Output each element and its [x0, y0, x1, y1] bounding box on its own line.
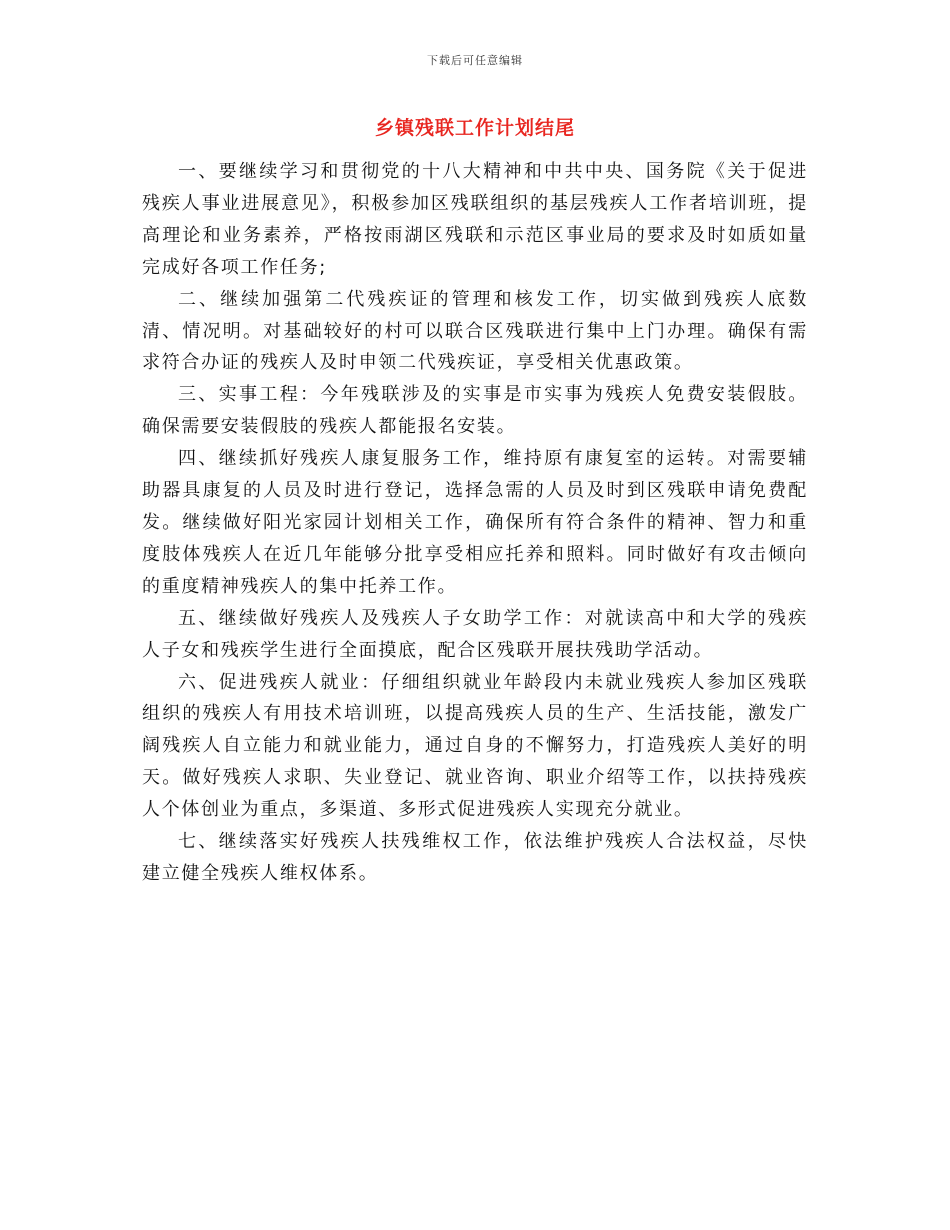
paragraph-3: 三、实事工程：今年残联涉及的实事是市实事为残疾人免费安装假肢。确保需要安装假肢的残疾人都能报名安装。 [142, 384, 808, 438]
paragraph-6: 六、促进残疾人就业：仔细组织就业年龄段内未就业残疾人参加区残联组织的残疾人有用技术培训班，以提高残疾人员的生产、生活技能，激发广阔残疾人自立能力和就业能力，通过自身的不懈努力，打造残疾人美好的明天。做好残疾人求职、失业登记、就业咨询、职业介绍等工作，以扶持残疾人个体创业为重点，多渠道、多形式促进残疾人实现充分就业。 [142, 671, 808, 821]
document-body [142, 156, 808, 890]
paragraph-2: 二、继续加强第二代残疾证的管理和核发工作，切实做到残疾人底数清、情况明。对基础较好的村可以联合区残联进行集中上门办理。确保有需求符合办证的残疾人及时申领二代残疾证，享受相关优惠政策。 [142, 288, 808, 374]
document-title: 乡镇残联工作计划结尾 [374, 117, 575, 139]
paragraph-5: 五、继续做好残疾人及残疾人子女助学工作：对就读高中和大学的残疾人子女和残疾学生进行全面摸底，配合区残联开展扶残助学活动。 [142, 607, 808, 661]
page-header-note: 下载后可任意编辑 [427, 54, 523, 67]
paragraph-4: 四、继续抓好残疾人康复服务工作，维持原有康复室的运转。对需要辅助器具康复的人员及时进行登记，选择急需的人员及时到区残联申请免费配发。继续做好阳光家园计划相关工作，确保所有符合条件的精神、智力和重度肢体残疾人在近几年能够分批享受相应托养和照料。同时做好有攻击倾向的重度精神残疾人的集中托养工作。 [142, 448, 808, 597]
paragraph-7: 七、继续落实好残疾人扶残维权工作，依法维护残疾人合法权益，尽快建立健全残疾人维权体系。 [142, 831, 808, 884]
paragraph-1: 一、要继续学习和贯彻党的十八大精神和中共中央、国务院《关于促进残疾人事业进展意见》，积极参加区残联组织的基层残疾人工作者培训班，提高理论和业务素养，严格按雨湖区残联和示范区事业局的要求及时如质如量完成好各项工作任务; [142, 161, 808, 278]
